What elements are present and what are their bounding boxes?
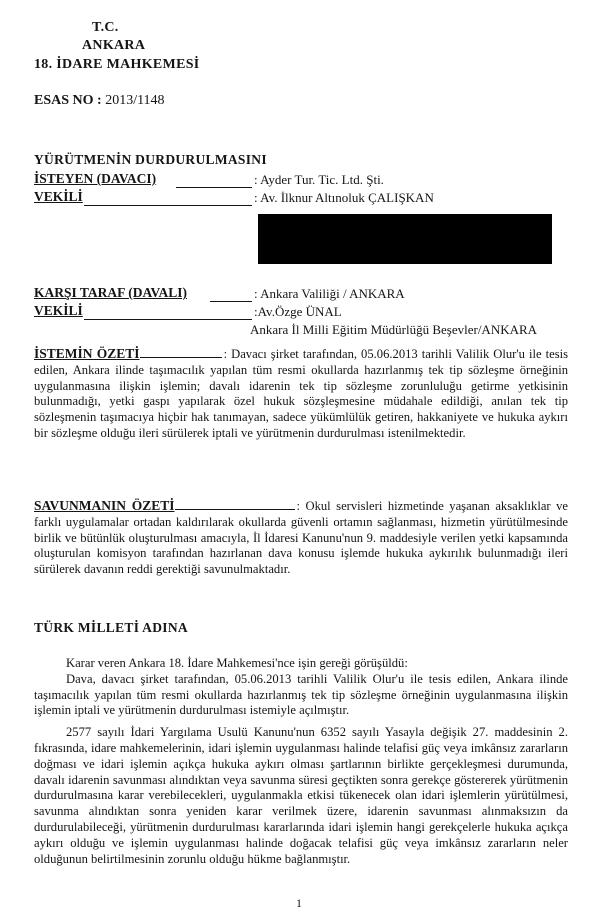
applicant-attorney-label: VEKİLİ <box>34 189 83 204</box>
claim-summary-label: İSTEMİN ÖZETİ <box>34 346 140 361</box>
case-number-label: ESAS NO : <box>34 93 102 108</box>
applicant-label-line <box>176 187 252 188</box>
defense-summary-label: SAVUNMANIN ÖZETİ <box>34 498 175 513</box>
court-city: ANKARA <box>82 38 146 53</box>
ruling-paragraph-3: 2577 sayılı İdari Yargılama Usulü Kanunu'nun 6352 sayılı Yasayla değişik 27. maddesinin 2. fıkrasında, idare mahkemelerinin, idari işlemin uygulanması halinde telafisi güç veya imkânsız zararların doğması ve idari işlemin açıkça hukuka aykırı olması şartlarının birlikte gerçekleşmesi durumunda, davalı idarenin savunması alındıktan veya savunma süresi geçtikten sonra gerekçe göstererek yürütmenin durdurulmasına karar verebilecekleri, uygulanmakla etkisi tükenecek olan idari işlemlerin yürütülmesi, savunma alındıktan sonra yeniden karar verilmek üzere, idarenin savunması alınmaksızın da durdurulabileceği, yürütmenin durdurulması kararlarında idari işlemin hangi gerekçelerle hukuka açıkça aykırı olduğu ve işlemin uygulanması halinde doğacak telafisi güç veya imkânsız zararların neler olduğunun belirtilmesinin zorunlu olduğu hükme bağlanmıştır. <box>34 725 568 866</box>
defense-summary-line <box>175 509 295 510</box>
ruling-body <box>34 656 568 867</box>
defendant-label: KARŞI TARAF (DAVALI) <box>34 285 188 300</box>
case-number-value: 2013/1148 <box>105 93 165 108</box>
ruling-heading: TÜRK MİLLETİ ADINA <box>34 620 188 635</box>
ruling-paragraph-1: Karar veren Ankara 18. İdare Mahkemesi'nce işin gereği görüşüldü: <box>66 656 408 670</box>
case-number-row <box>34 93 165 109</box>
applicant-attorney-value: : Av. İlknur Altınoluk ÇALIŞKAN <box>254 190 434 205</box>
applicant-label: İSTEYEN (DAVACI) <box>34 171 157 186</box>
defense-summary-text: : Okul servisleri hizmetinde yaşanan aksaklıklar ve farklı uygulamalar ortadan kaldırılarak okullarda güvenli ortamın sağlanması, hizmetin yürütülmesinde birlik ve bütünlük oluşturulması amacıyla, İl İdaresi Kanunu'nun 9. maddesiyle verilen yetki kapsamında oluşturulan komisyon tarafından hazırlanan dava konusu işlemde hukuka aykırılık bulunmadığı ileri sürülerek davanın reddi gerektiği savunulmaktadır. <box>34 499 568 577</box>
applicant-attorney-label-line <box>84 205 252 206</box>
court-country: T.C. <box>92 20 119 35</box>
parties-title: YÜRÜTMENİN DURDURULMASINI <box>34 152 267 167</box>
defendant-attorney-label: VEKİLİ <box>34 303 83 318</box>
ruling-paragraph-2: Dava, davacı şirket tarafından, 05.06.2013 tarihli Valilik Olur'u ile tesis edilen, Ankara ilinde taşımacılık yapılan tüm resmi okullarda hazırlanmış tek tip sözleşme örneğinin uygulanmasına ilişkin işlemin iptali ve yürütmenin durdurulması istemiyle açılmıştır. <box>34 671 568 718</box>
claim-summary <box>34 346 568 442</box>
redaction-block <box>258 214 552 264</box>
applicant-value: : Ayder Tur. Tic. Ltd. Şti. <box>254 172 384 187</box>
court-name: 18. İDARE MAHKEMESİ <box>34 57 200 72</box>
defendant-value: : Ankara Valiliği / ANKARA <box>254 286 405 301</box>
page-number: 1 <box>296 896 302 910</box>
claim-summary-line <box>140 357 222 358</box>
defense-summary <box>34 498 568 578</box>
defendant-attorney-value: :Av.Özge ÜNAL <box>254 304 342 319</box>
claim-summary-text: : Davacı şirket tarafından, 05.06.2013 tarihli Valilik Olur'u ile tesis edilen, Ankara ilinde taşımacılık yapılan tüm resmi okullarda hazırlanmış tek tip sözleşme örneğinin uygulanmasına ilişkin işlemin; davalı idarenin tek tip sözleşme zorunluluğu getirme yetkisinin bulunmadığı, yetki gaspı yapılarak özel hukuk sözşleşmesine müdahale edildiği, anılan tek tip sözleşmenin taşımacıya hiçbir hak tanımayan, sadece yükümlülük getiren, hakkaniyete ve hukuka aykırı bir sözleşme olduğu ileri sürülerek iptali ve yürütmenin durdurulması istenilmektedir. <box>34 347 568 440</box>
defendant-attorney-office: Ankara İl Milli Eğitim Müdürlüğü Beşevler/ANKARA <box>250 322 538 337</box>
defendant-attorney-label-line <box>84 319 252 320</box>
defendant-label-line <box>210 301 252 302</box>
